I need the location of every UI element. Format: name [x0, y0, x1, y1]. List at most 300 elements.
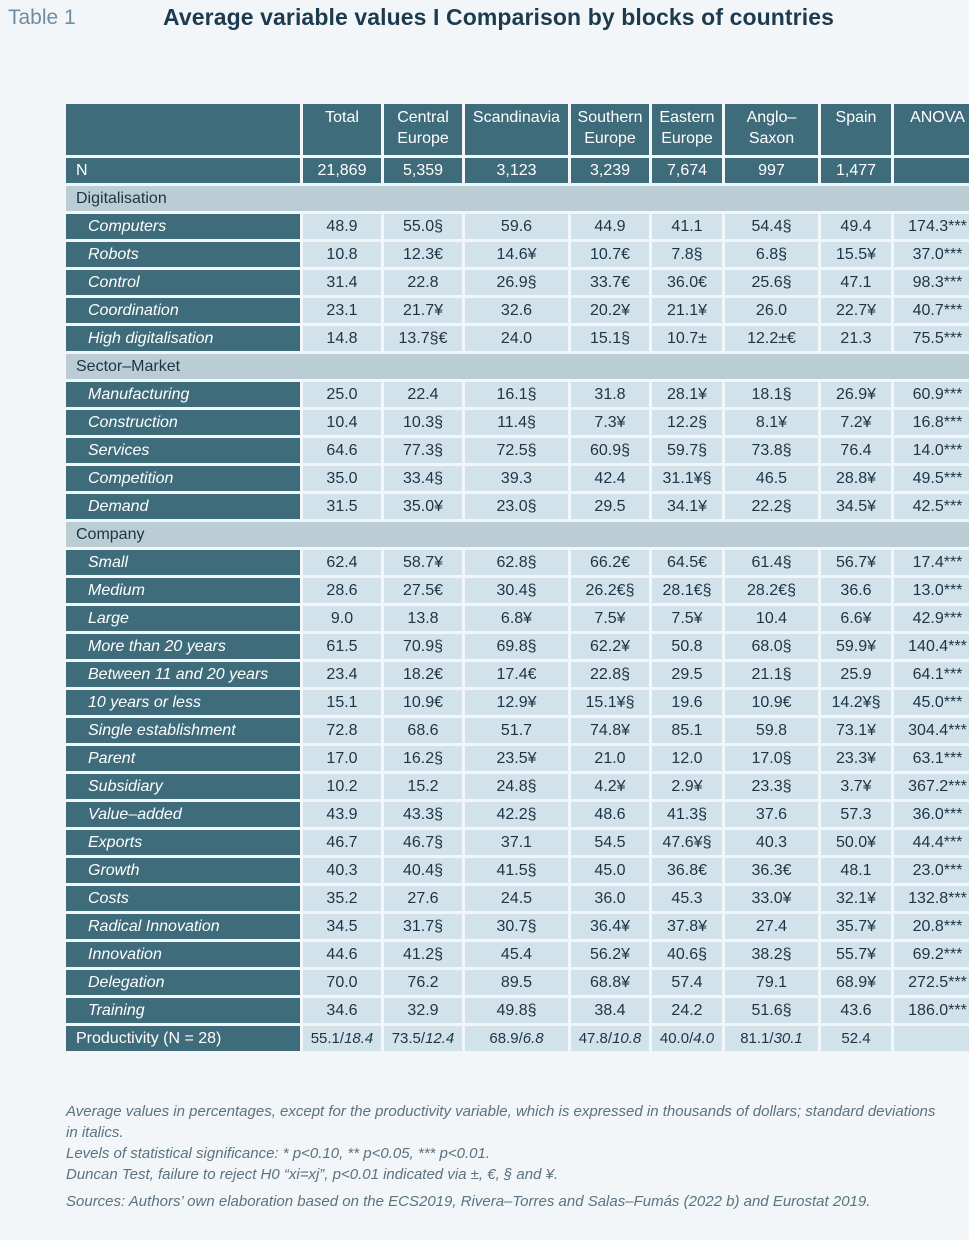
productivity-cell	[303, 1026, 381, 1051]
table-cell: 44.9	[571, 214, 649, 239]
table-body	[66, 158, 969, 1051]
table-cell: 174.3***	[894, 214, 969, 239]
table-cell: 23.0§	[465, 494, 568, 519]
row-label: Delegation	[66, 970, 300, 995]
row-label: Construction	[66, 410, 300, 435]
productivity-mean: 55.1/	[310, 1030, 345, 1047]
table-cell: 59.7§	[652, 438, 722, 463]
table-cell: 21.0	[571, 746, 649, 771]
row-label: Value–added	[66, 802, 300, 827]
table-cell: 70.9§	[384, 634, 462, 659]
table-cell: 24.2	[652, 998, 722, 1023]
table-row	[66, 214, 969, 239]
table-row	[66, 606, 969, 631]
table-cell: 85.1	[652, 718, 722, 743]
table-row	[66, 830, 969, 855]
table-cell: 7.3¥	[571, 410, 649, 435]
row-label: Control	[66, 270, 300, 295]
table-cell: 32.1¥	[821, 886, 891, 911]
table-cell: 12.3€	[384, 242, 462, 267]
table-cell: 22.8	[384, 270, 462, 295]
column-header: Anglo– Saxon	[725, 104, 818, 155]
table-cell: 68.8¥	[571, 970, 649, 995]
note-significance: Levels of statistical significance: * p<0.10, ** p<0.05, *** p<0.01.	[66, 1145, 491, 1162]
table-cell: 17.4€	[465, 662, 568, 687]
productivity-mean: 73.5/	[391, 1030, 426, 1047]
table-cell: 40.3	[303, 858, 381, 883]
n-label: N	[66, 158, 300, 183]
productivity-mean: 47.8/	[578, 1030, 613, 1047]
table-row	[66, 858, 969, 883]
table-cell: 36.4¥	[571, 914, 649, 939]
table-cell: 15.1	[303, 690, 381, 715]
table-cell: 49.8§	[465, 998, 568, 1023]
table-cell: 76.2	[384, 970, 462, 995]
table-cell: 72.5§	[465, 438, 568, 463]
n-cell: 3,123	[465, 158, 568, 183]
table-cell: 34.5¥	[821, 494, 891, 519]
table-cell: 64.5€	[652, 550, 722, 575]
table-cell: 15.2	[384, 774, 462, 799]
table-cell: 27.5€	[384, 578, 462, 603]
row-label: Large	[66, 606, 300, 631]
table-row	[66, 774, 969, 799]
n-row	[66, 158, 969, 183]
table-cell: 42.2§	[465, 802, 568, 827]
row-label: Parent	[66, 746, 300, 771]
table-cell: 35.0	[303, 466, 381, 491]
table-cell: 36.0***	[894, 802, 969, 827]
productivity-cell	[894, 1026, 969, 1051]
table-cell: 37.1	[465, 830, 568, 855]
table-cell: 36.6	[821, 578, 891, 603]
productivity-sd: 30.1	[773, 1030, 803, 1047]
table-cell: 42.9***	[894, 606, 969, 631]
table-cell: 46.5	[725, 466, 818, 491]
table-title: Average variable values I Comparison by blocks of countries	[163, 4, 835, 30]
table-cell: 21.3	[821, 326, 891, 351]
table-cell: 22.4	[384, 382, 462, 407]
table-cell: 35.2	[303, 886, 381, 911]
table-cell: 36.0	[571, 886, 649, 911]
table-cell: 22.7¥	[821, 298, 891, 323]
table-cell: 25.9	[821, 662, 891, 687]
table-cell: 55.7¥	[821, 942, 891, 967]
row-label: Robots	[66, 242, 300, 267]
productivity-cell	[821, 1026, 891, 1051]
productivity-label: Productivity (N = 28)	[66, 1026, 300, 1051]
table-cell: 23.3¥	[821, 746, 891, 771]
table-row	[66, 690, 969, 715]
productivity-mean: 68.9/	[489, 1030, 523, 1047]
table-cell: 49.4	[821, 214, 891, 239]
row-label: Growth	[66, 858, 300, 883]
table-cell: 15.5¥	[821, 242, 891, 267]
table-cell: 32.6	[465, 298, 568, 323]
table-cell: 42.4	[571, 466, 649, 491]
table-cell: 61.5	[303, 634, 381, 659]
table-cell: 23.4	[303, 662, 381, 687]
table-cell: 132.8***	[894, 886, 969, 911]
table-cell: 40.7***	[894, 298, 969, 323]
table-cell: 50.0¥	[821, 830, 891, 855]
table-cell: 24.8§	[465, 774, 568, 799]
table-cell: 23.1	[303, 298, 381, 323]
table-cell: 31.5	[303, 494, 381, 519]
table-cell: 57.4	[652, 970, 722, 995]
table-cell: 44.6	[303, 942, 381, 967]
table-cell: 36.0€	[652, 270, 722, 295]
table-cell: 35.0¥	[384, 494, 462, 519]
table-cell: 46.7§	[384, 830, 462, 855]
row-label: Exports	[66, 830, 300, 855]
table-cell: 41.5§	[465, 858, 568, 883]
table-cell: 26.9§	[465, 270, 568, 295]
table-row	[66, 242, 969, 267]
row-label: High digitalisation	[66, 326, 300, 351]
column-header	[66, 104, 300, 155]
table-cell: 23.0***	[894, 858, 969, 883]
section-title: Sector–Market	[66, 354, 969, 379]
table-cell: 15.1¥§	[571, 690, 649, 715]
table-row	[66, 298, 969, 323]
table-row	[66, 662, 969, 687]
table-cell: 367.2***	[894, 774, 969, 799]
table-cell: 37.0***	[894, 242, 969, 267]
table-cell: 25.6§	[725, 270, 818, 295]
table-cell: 28.8¥	[821, 466, 891, 491]
table-cell: 17.0§	[725, 746, 818, 771]
table-cell: 21.1§	[725, 662, 818, 687]
table-row	[66, 410, 969, 435]
column-header: Eastern Europe	[652, 104, 722, 155]
table-cell: 59.8	[725, 718, 818, 743]
table-cell: 51.6§	[725, 998, 818, 1023]
table-cell: 31.4	[303, 270, 381, 295]
n-cell: 3,239	[571, 158, 649, 183]
table-cell: 77.3§	[384, 438, 462, 463]
table-cell: 98.3***	[894, 270, 969, 295]
table-row	[66, 550, 969, 575]
row-label: Services	[66, 438, 300, 463]
table-cell: 79.1	[725, 970, 818, 995]
table-cell: 45.4	[465, 942, 568, 967]
table-cell: 43.9	[303, 802, 381, 827]
table-row	[66, 746, 969, 771]
table-cell: 68.9¥	[821, 970, 891, 995]
productivity-cell	[571, 1026, 649, 1051]
table-cell: 62.2¥	[571, 634, 649, 659]
table-cell: 30.7§	[465, 914, 568, 939]
section-title: Digitalisation	[66, 186, 969, 211]
table-cell: 61.4§	[725, 550, 818, 575]
table-cell: 4.2¥	[571, 774, 649, 799]
table-cell: 55.0§	[384, 214, 462, 239]
table-cell: 41.2§	[384, 942, 462, 967]
table-cell: 7.5¥	[571, 606, 649, 631]
table-cell: 43.3§	[384, 802, 462, 827]
table-cell: 68.6	[384, 718, 462, 743]
column-header: Central Europe	[384, 104, 462, 155]
table-row	[66, 578, 969, 603]
n-cell: 5,359	[384, 158, 462, 183]
table-cell: 48.9	[303, 214, 381, 239]
table-cell: 38.4	[571, 998, 649, 1023]
table-row	[66, 438, 969, 463]
table-cell: 29.5	[571, 494, 649, 519]
table-cell: 17.0	[303, 746, 381, 771]
table-cell: 20.2¥	[571, 298, 649, 323]
table-cell: 41.3§	[652, 802, 722, 827]
table-row	[66, 802, 969, 827]
table-row	[66, 718, 969, 743]
n-cell: 7,674	[652, 158, 722, 183]
table-cell: 39.3	[465, 466, 568, 491]
table-cell: 12.0	[652, 746, 722, 771]
table-cell: 14.0***	[894, 438, 969, 463]
table-cell: 17.4***	[894, 550, 969, 575]
table-cell: 14.2¥§	[821, 690, 891, 715]
table-row	[66, 942, 969, 967]
productivity-cell	[384, 1026, 462, 1051]
table-cell: 12.2§	[652, 410, 722, 435]
table-cell: 34.1¥	[652, 494, 722, 519]
table-cell: 10.7±	[652, 326, 722, 351]
column-header: ANOVA	[894, 104, 969, 155]
table-cell: 25.0	[303, 382, 381, 407]
table-cell: 27.6	[384, 886, 462, 911]
table-cell: 34.6	[303, 998, 381, 1023]
table-cell: 34.5	[303, 914, 381, 939]
table-cell: 31.8	[571, 382, 649, 407]
row-label: Medium	[66, 578, 300, 603]
table-cell: 16.8***	[894, 410, 969, 435]
table-cell: 10.9€	[725, 690, 818, 715]
productivity-mean: 81.1/	[740, 1030, 774, 1047]
table-cell: 45.0	[571, 858, 649, 883]
table-row	[66, 886, 969, 911]
table-cell: 18.2€	[384, 662, 462, 687]
table-cell: 33.7€	[571, 270, 649, 295]
table-cell: 13.7§€	[384, 326, 462, 351]
table-cell: 63.1***	[894, 746, 969, 771]
table-cell: 48.1	[821, 858, 891, 883]
table-cell: 68.0§	[725, 634, 818, 659]
table-cell: 73.1¥	[821, 718, 891, 743]
table-cell: 40.3	[725, 830, 818, 855]
table-cell: 41.1	[652, 214, 722, 239]
n-cell	[894, 158, 969, 183]
table-row	[66, 382, 969, 407]
table-row	[66, 270, 969, 295]
table-cell: 40.6§	[652, 942, 722, 967]
table-cell: 7.5¥	[652, 606, 722, 631]
table-cell: 18.1§	[725, 382, 818, 407]
n-cell: 21,869	[303, 158, 381, 183]
table-cell: 24.0	[465, 326, 568, 351]
table-cell: 72.8	[303, 718, 381, 743]
productivity-row	[66, 1026, 969, 1051]
table-row	[66, 326, 969, 351]
table-cell: 59.9¥	[821, 634, 891, 659]
row-label: Coordination	[66, 298, 300, 323]
table-cell: 89.5	[465, 970, 568, 995]
table-cell: 64.6	[303, 438, 381, 463]
table-row	[66, 634, 969, 659]
table-cell: 31.1¥§	[652, 466, 722, 491]
table-row	[66, 914, 969, 939]
row-label: Manufacturing	[66, 382, 300, 407]
productivity-sd: 6.8	[522, 1030, 544, 1047]
table-cell: 49.5***	[894, 466, 969, 491]
table-cell: 47.6¥§	[652, 830, 722, 855]
table-cell: 7.8§	[652, 242, 722, 267]
table-cell: 272.5***	[894, 970, 969, 995]
table-cell: 64.1***	[894, 662, 969, 687]
table-cell: 304.4***	[894, 718, 969, 743]
table-cell: 56.2¥	[571, 942, 649, 967]
table-cell: 26.2€§	[571, 578, 649, 603]
table-cell: 57.3	[821, 802, 891, 827]
column-header: Southern Europe	[571, 104, 649, 155]
table-cell: 24.5	[465, 886, 568, 911]
row-label: Single establishment	[66, 718, 300, 743]
table-cell: 22.8§	[571, 662, 649, 687]
table-cell: 16.1§	[465, 382, 568, 407]
row-label: Radical Innovation	[66, 914, 300, 939]
table-cell: 46.7	[303, 830, 381, 855]
table-cell: 3.7¥	[821, 774, 891, 799]
column-header: Scandinavia	[465, 104, 568, 155]
table-cell: 76.4	[821, 438, 891, 463]
table-cell: 73.8§	[725, 438, 818, 463]
table-cell: 54.4§	[725, 214, 818, 239]
table-cell: 16.2§	[384, 746, 462, 771]
sources-note: Sources: Authors’ own elaboration based on the ECS2019, Rivera–Torres and Salas–Fumás (2022 b) and Eurostat 2019.	[66, 1193, 871, 1210]
table-cell: 58.7¥	[384, 550, 462, 575]
table-cell: 62.8§	[465, 550, 568, 575]
table-cell: 54.5	[571, 830, 649, 855]
row-label: Computers	[66, 214, 300, 239]
section-row-digitalisation	[66, 186, 969, 211]
table-cell: 69.2***	[894, 942, 969, 967]
table-cell: 14.8	[303, 326, 381, 351]
n-cell: 997	[725, 158, 818, 183]
table-cell: 26.9¥	[821, 382, 891, 407]
column-header: Spain	[821, 104, 891, 155]
data-table	[63, 101, 969, 1054]
table-cell: 48.6	[571, 802, 649, 827]
row-label: Small	[66, 550, 300, 575]
table-cell: 59.6	[465, 214, 568, 239]
table-cell: 45.0***	[894, 690, 969, 715]
table-cell: 47.1	[821, 270, 891, 295]
row-label: Subsidiary	[66, 774, 300, 799]
table-cell: 23.3§	[725, 774, 818, 799]
row-label: Innovation	[66, 942, 300, 967]
table-cell: 56.7¥	[821, 550, 891, 575]
table-cell: 10.4	[725, 606, 818, 631]
table-cell: 36.8€	[652, 858, 722, 883]
table-cell: 6.6¥	[821, 606, 891, 631]
table-cell: 32.9	[384, 998, 462, 1023]
table-cell: 33.0¥	[725, 886, 818, 911]
table-cell: 2.9¥	[652, 774, 722, 799]
table-cell: 20.8***	[894, 914, 969, 939]
table-cell: 50.8	[652, 634, 722, 659]
row-label: Training	[66, 998, 300, 1023]
productivity-cell	[725, 1026, 818, 1051]
table-cell: 26.0	[725, 298, 818, 323]
row-label: More than 20 years	[66, 634, 300, 659]
table-cell: 35.7¥	[821, 914, 891, 939]
section-title: Company	[66, 522, 969, 547]
productivity-cell	[652, 1026, 722, 1051]
table-cell: 10.4	[303, 410, 381, 435]
table-cell: 7.2¥	[821, 410, 891, 435]
productivity-sd: 12.4	[425, 1030, 455, 1047]
table-cell: 6.8¥	[465, 606, 568, 631]
table-cell: 9.0	[303, 606, 381, 631]
row-label: Competition	[66, 466, 300, 491]
table-row	[66, 466, 969, 491]
table-cell: 6.8§	[725, 242, 818, 267]
table-label: Table 1	[8, 6, 76, 29]
table-cell: 42.5***	[894, 494, 969, 519]
table-cell: 28.1¥	[652, 382, 722, 407]
table-cell: 37.8¥	[652, 914, 722, 939]
table-cell: 40.4§	[384, 858, 462, 883]
table-cell: 10.2	[303, 774, 381, 799]
table-cell: 22.2§	[725, 494, 818, 519]
table-cell: 27.4	[725, 914, 818, 939]
table-cell: 10.7€	[571, 242, 649, 267]
table-cell: 13.8	[384, 606, 462, 631]
row-label: 10 years or less	[66, 690, 300, 715]
table-cell: 8.1¥	[725, 410, 818, 435]
table-cell: 10.3§	[384, 410, 462, 435]
row-label: Between 11 and 20 years	[66, 662, 300, 687]
table-cell: 10.9€	[384, 690, 462, 715]
table-cell: 33.4§	[384, 466, 462, 491]
productivity-mean: 52.4	[841, 1030, 871, 1047]
table-cell: 14.6¥	[465, 242, 568, 267]
table-cell: 30.4§	[465, 578, 568, 603]
column-header: Total	[303, 104, 381, 155]
table-cell: 28.6	[303, 578, 381, 603]
table-cell: 36.3€	[725, 858, 818, 883]
table-cell: 19.6	[652, 690, 722, 715]
table-cell: 75.5***	[894, 326, 969, 351]
table-cell: 28.2€§	[725, 578, 818, 603]
table-cell: 31.7§	[384, 914, 462, 939]
table-cell: 29.5	[652, 662, 722, 687]
table-cell: 23.5¥	[465, 746, 568, 771]
note-duncan: Duncan Test, failure to reject H0 “xi=xj”, p<0.01 indicated via ±, €, § and ¥.	[66, 1166, 559, 1183]
table-cell: 38.2§	[725, 942, 818, 967]
productivity-mean: 40.0/	[659, 1030, 694, 1047]
table-cell: 12.9¥	[465, 690, 568, 715]
row-label: Costs	[66, 886, 300, 911]
productivity-sd: 4.0	[693, 1030, 715, 1047]
table-cell: 15.1§	[571, 326, 649, 351]
table-cell: 70.0	[303, 970, 381, 995]
table-cell: 44.4***	[894, 830, 969, 855]
table-cell: 12.2±€	[725, 326, 818, 351]
table-cell: 186.0***	[894, 998, 969, 1023]
table-cell: 51.7	[465, 718, 568, 743]
table-cell: 13.0***	[894, 578, 969, 603]
